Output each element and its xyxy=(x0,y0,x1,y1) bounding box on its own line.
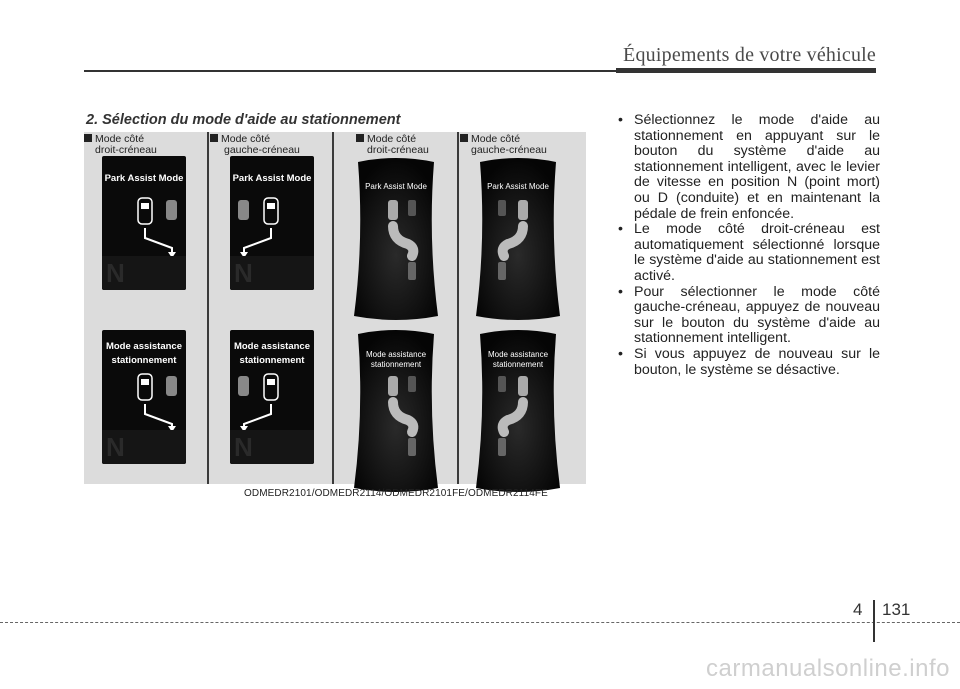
list-item-text: Sélectionnez le mode d'aide au stationnement en appuyant sur le bouton du système d'aide au stationnement intelligent, avec le levier de vitesse en position N (point mort) ou D (conduite) et en maintenant la pédale de frein enfoncée. xyxy=(634,112,880,222)
cluster-title: Park Assist Mode xyxy=(365,182,427,191)
parking-left-diagram-icon xyxy=(230,186,314,266)
square-bullet-icon xyxy=(84,134,92,142)
screen-gear-area: N xyxy=(230,256,314,290)
panel-divider xyxy=(457,132,459,484)
figure xyxy=(84,132,586,484)
list-item xyxy=(612,222,880,284)
screen-gear-area: N xyxy=(102,430,186,464)
panel-label-line1: Mode côté xyxy=(471,133,521,145)
panel-label-line1: Mode côté xyxy=(221,133,271,145)
screen-title-line2: stationnement xyxy=(111,355,177,366)
chapter-number: 4 xyxy=(853,600,863,619)
square-bullet-icon xyxy=(210,134,218,142)
panel-label-line2: gauche-créneau xyxy=(471,144,547,156)
panel-divider xyxy=(207,132,209,484)
display-screen-en-left xyxy=(230,156,314,290)
panel-label-line1: Mode côté xyxy=(367,133,417,145)
cluster-title: Park Assist Mode xyxy=(487,182,549,191)
footer-rule xyxy=(0,622,960,623)
screen-title-line2: stationnement xyxy=(239,355,305,366)
panel-label-line2: droit-créneau xyxy=(367,144,429,156)
list-item-text: Pour sélectionner le mode côté gauche-créneau, appuyez de nouveau sur le bouton du système d'aide au stationnement intelligent. xyxy=(634,283,880,347)
cluster-screen-fr-right xyxy=(346,326,446,496)
header-title: Équipements de votre véhicule xyxy=(623,44,876,66)
cluster-right-diagram-icon xyxy=(346,154,446,324)
display-screen-fr-right xyxy=(102,330,186,464)
panel-label-1 xyxy=(84,134,157,156)
cluster-left-diagram-icon xyxy=(468,154,568,324)
list-item-text: Si vous appuyez de nouveau sur le bouton, le système se désactive. xyxy=(634,345,880,378)
cluster-title-line2: stationnement xyxy=(492,360,544,369)
panel-label-line2: gauche-créneau xyxy=(224,144,300,156)
panel-label-3 xyxy=(356,134,429,156)
cluster-title-line1: Mode assistance xyxy=(365,350,427,359)
square-bullet-icon xyxy=(460,134,468,142)
page-number: 131 xyxy=(882,600,911,619)
screen-title-line1: Mode assistance xyxy=(105,341,183,352)
cluster-title-line2: stationnement xyxy=(370,360,422,369)
panel-label-line2: droit-créneau xyxy=(95,144,157,156)
bullet-dot-icon: • xyxy=(618,345,623,362)
bullet-dot-icon: • xyxy=(618,221,623,238)
section-title: 2. Sélection du mode d'aide au stationnement xyxy=(86,112,401,128)
screen-title-line1: Mode assistance xyxy=(233,341,311,352)
cluster-title-line1: Mode assistance xyxy=(487,350,549,359)
parking-right-diagram-icon xyxy=(102,186,186,266)
panel-label-2 xyxy=(210,134,300,156)
panel-label-line1: Mode côté xyxy=(95,133,145,145)
screen-gear-area: N xyxy=(102,256,186,290)
figure-caption: ODMEDR2101/ODMEDR2114/ODMEDR2101FE/ODMEDR2114FE xyxy=(244,488,548,499)
bullet-list xyxy=(612,113,880,378)
screen-title: Park Assist Mode xyxy=(104,173,184,184)
display-screen-fr-left xyxy=(230,330,314,464)
square-bullet-icon xyxy=(356,134,364,142)
cluster-screen-en-left xyxy=(468,154,568,324)
list-item-text: Le mode côté droit-créneau est automatiquement sélectionné lorsque le système d'aide au stationnement est activé. xyxy=(634,221,880,284)
list-item xyxy=(612,113,880,222)
bullet-dot-icon: • xyxy=(618,112,623,128)
display-screen-en-right xyxy=(102,156,186,290)
screen-title: Park Assist Mode xyxy=(232,173,312,184)
screen-gear-area: N xyxy=(230,430,314,464)
list-item xyxy=(612,347,880,378)
panel-divider xyxy=(332,132,334,484)
bullet-dot-icon: • xyxy=(618,283,623,300)
cluster-screen-fr-left xyxy=(468,326,568,496)
header-rule-accent xyxy=(616,68,876,73)
panel-label-4 xyxy=(460,134,547,156)
footer-separator xyxy=(873,600,875,642)
watermark: carmanualsonline.info xyxy=(706,655,950,682)
list-item xyxy=(612,285,880,347)
cluster-screen-en-right xyxy=(346,154,446,324)
